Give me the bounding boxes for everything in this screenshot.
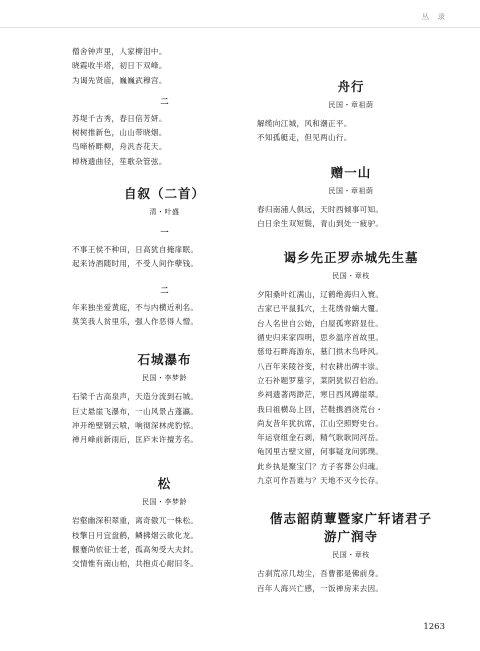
- poem-line: 春归南浦人俱远，天时西倾事可知。: [257, 204, 384, 214]
- poem-author: 民国・章枝: [332, 551, 370, 560]
- poem-author: 民国・李梦龄: [142, 498, 187, 507]
- poem-line: 岩壑幽深积翠重，离奇傲兀一株松。: [72, 516, 199, 526]
- poem-author: 民国・章祖荫: [328, 186, 374, 195]
- stanza-number: 二: [160, 284, 169, 295]
- header-divider: [0, 27, 480, 28]
- poem-line: 禅月峰前新雨后，匡庐未许擅芳名。: [72, 435, 199, 445]
- poem-title: 偕志韶荫蕈暨家广轩诸君子: [269, 511, 432, 527]
- poem-line: 龟冈里古壁文留，何事疑龙问郭璞。: [257, 447, 384, 457]
- poem-line: 年来独坐爱黄庭，不与内横近利名。: [72, 302, 199, 312]
- poem-title: 舟行: [337, 79, 365, 94]
- poem-line: 起来诗酒随时用，不受人间作孽钱。: [72, 259, 199, 269]
- poem-line: 此乡执是聚宝门？方子客葬公归魂。: [257, 461, 384, 471]
- page-number: 1263: [423, 622, 445, 632]
- poem-author: 民国・章祖荫: [328, 101, 374, 109]
- poem-line: 年运衰组金石剥，精气耿耿同河岳。: [257, 433, 384, 443]
- poem-line: 八百年来陵谷变，村农耕出碑丰崇。: [257, 361, 384, 371]
- running-head: 丛 录: [421, 12, 448, 21]
- poem-line: 百年人海兴亡感，一饭禅房来去因。: [257, 583, 384, 593]
- poem-title: 谒乡先正罗赤城先生墓: [283, 250, 419, 266]
- poem-line: 交情惟有南山柏，共抱贞心耐旧冬。: [72, 559, 199, 569]
- poem-title-continued: 游广润寺: [323, 529, 378, 545]
- poem-title: 松: [157, 476, 172, 492]
- poem-line: 莫笑我人贫里乐，强人作恶得人憎。: [72, 316, 199, 326]
- continued-poem-stanza: [72, 45, 257, 88]
- poem-line: 九京可作吾谁与？天地不灭今长存。: [257, 476, 384, 486]
- poem-line: 古家已平鼠狐穴，土花绣骨螭大覆。: [257, 304, 384, 314]
- poem-line: 台人名世自公始，白屋孤寒跻显仕。: [257, 318, 384, 328]
- poem-line: 循史归来家四明，思乡温序首故里。: [257, 333, 384, 343]
- poem-line: 为谒先贤庙，巍巍武穆宫。: [72, 75, 167, 85]
- poem-line: 苏堤千古秀，春日倍芳妍。: [72, 113, 167, 123]
- poem-line: 僧舍钟声里，人家柳泪中。: [72, 47, 167, 56]
- poem-line: 尚友昔年犹抗席，江山空照野史台。: [257, 418, 384, 428]
- poem-author: 清・叶盛: [149, 208, 180, 217]
- poem-title: 石城瀑布: [137, 352, 192, 368]
- poem-line: 冲开绝壁钢云喷，响彻深林虎豹惊。: [72, 420, 199, 430]
- stanza-number: 二: [160, 95, 169, 106]
- poem-line: 棹桡遗曲径，笙歌杂管弦。: [72, 156, 167, 166]
- poem-line: 石梁千古高泉声，天造分流到石城。: [72, 392, 199, 402]
- poem-line: 树树推新色，山山带晓烟。: [72, 128, 167, 138]
- poem-line: 偃蹇尚依征士老，孤高匆受大夫封。: [72, 545, 199, 555]
- poem-author: 民国・李梦龄: [142, 374, 187, 383]
- poem-line: 慈母石畔海游东，墓门拱木鸟呼风。: [257, 347, 384, 357]
- poem-line: 不事王侯不种田，日高犹自掩扉眠。: [72, 245, 199, 255]
- poem-line: 解缆向江城，风和潮正平。: [257, 119, 352, 128]
- stanza-number: 一: [160, 227, 169, 238]
- poem-line: 晓霞收半塔，初日下双峰。: [72, 61, 167, 71]
- poem-title: 自叙（二首）: [123, 186, 205, 202]
- right-column: [257, 78, 445, 596]
- poem-line: 枝擎日月宜盘鹤，鳞拂烟云欲化龙。: [72, 530, 199, 540]
- poem-line: 古刹荒凉几劫尘，吾曹都是佛前身。: [257, 569, 384, 579]
- poem-author: 民国・章枝: [332, 272, 370, 281]
- poem-line: 鸟啼桥畔柳，舟汎杏花天。: [72, 142, 167, 152]
- poem-line: 不知孤艇走，但见两山行。: [257, 133, 352, 143]
- poem-line: 白日余生双短鬓，青山到处一疲驴。: [257, 218, 384, 228]
- poem-line: 夕阳桑叶红满山，辽鹤绝海归入寰。: [257, 290, 384, 300]
- left-column: [72, 45, 257, 572]
- poem-line: 乡祠遗著两渺茫，寒日西风蹲崖翠。: [257, 390, 384, 400]
- poem-line: 巨丈悬崖飞瀑布，一山风景占蓬瀛。: [72, 406, 199, 416]
- poem-line: 立石补题罗墓字，菜阴犹似召伯治。: [257, 375, 384, 385]
- continued-poem-stanza-2: [72, 112, 257, 169]
- poem-title: 赠一山: [330, 164, 372, 180]
- poem-line: 我曰祖横岛上回，芒鞋携酒浇荒台・: [257, 404, 384, 414]
